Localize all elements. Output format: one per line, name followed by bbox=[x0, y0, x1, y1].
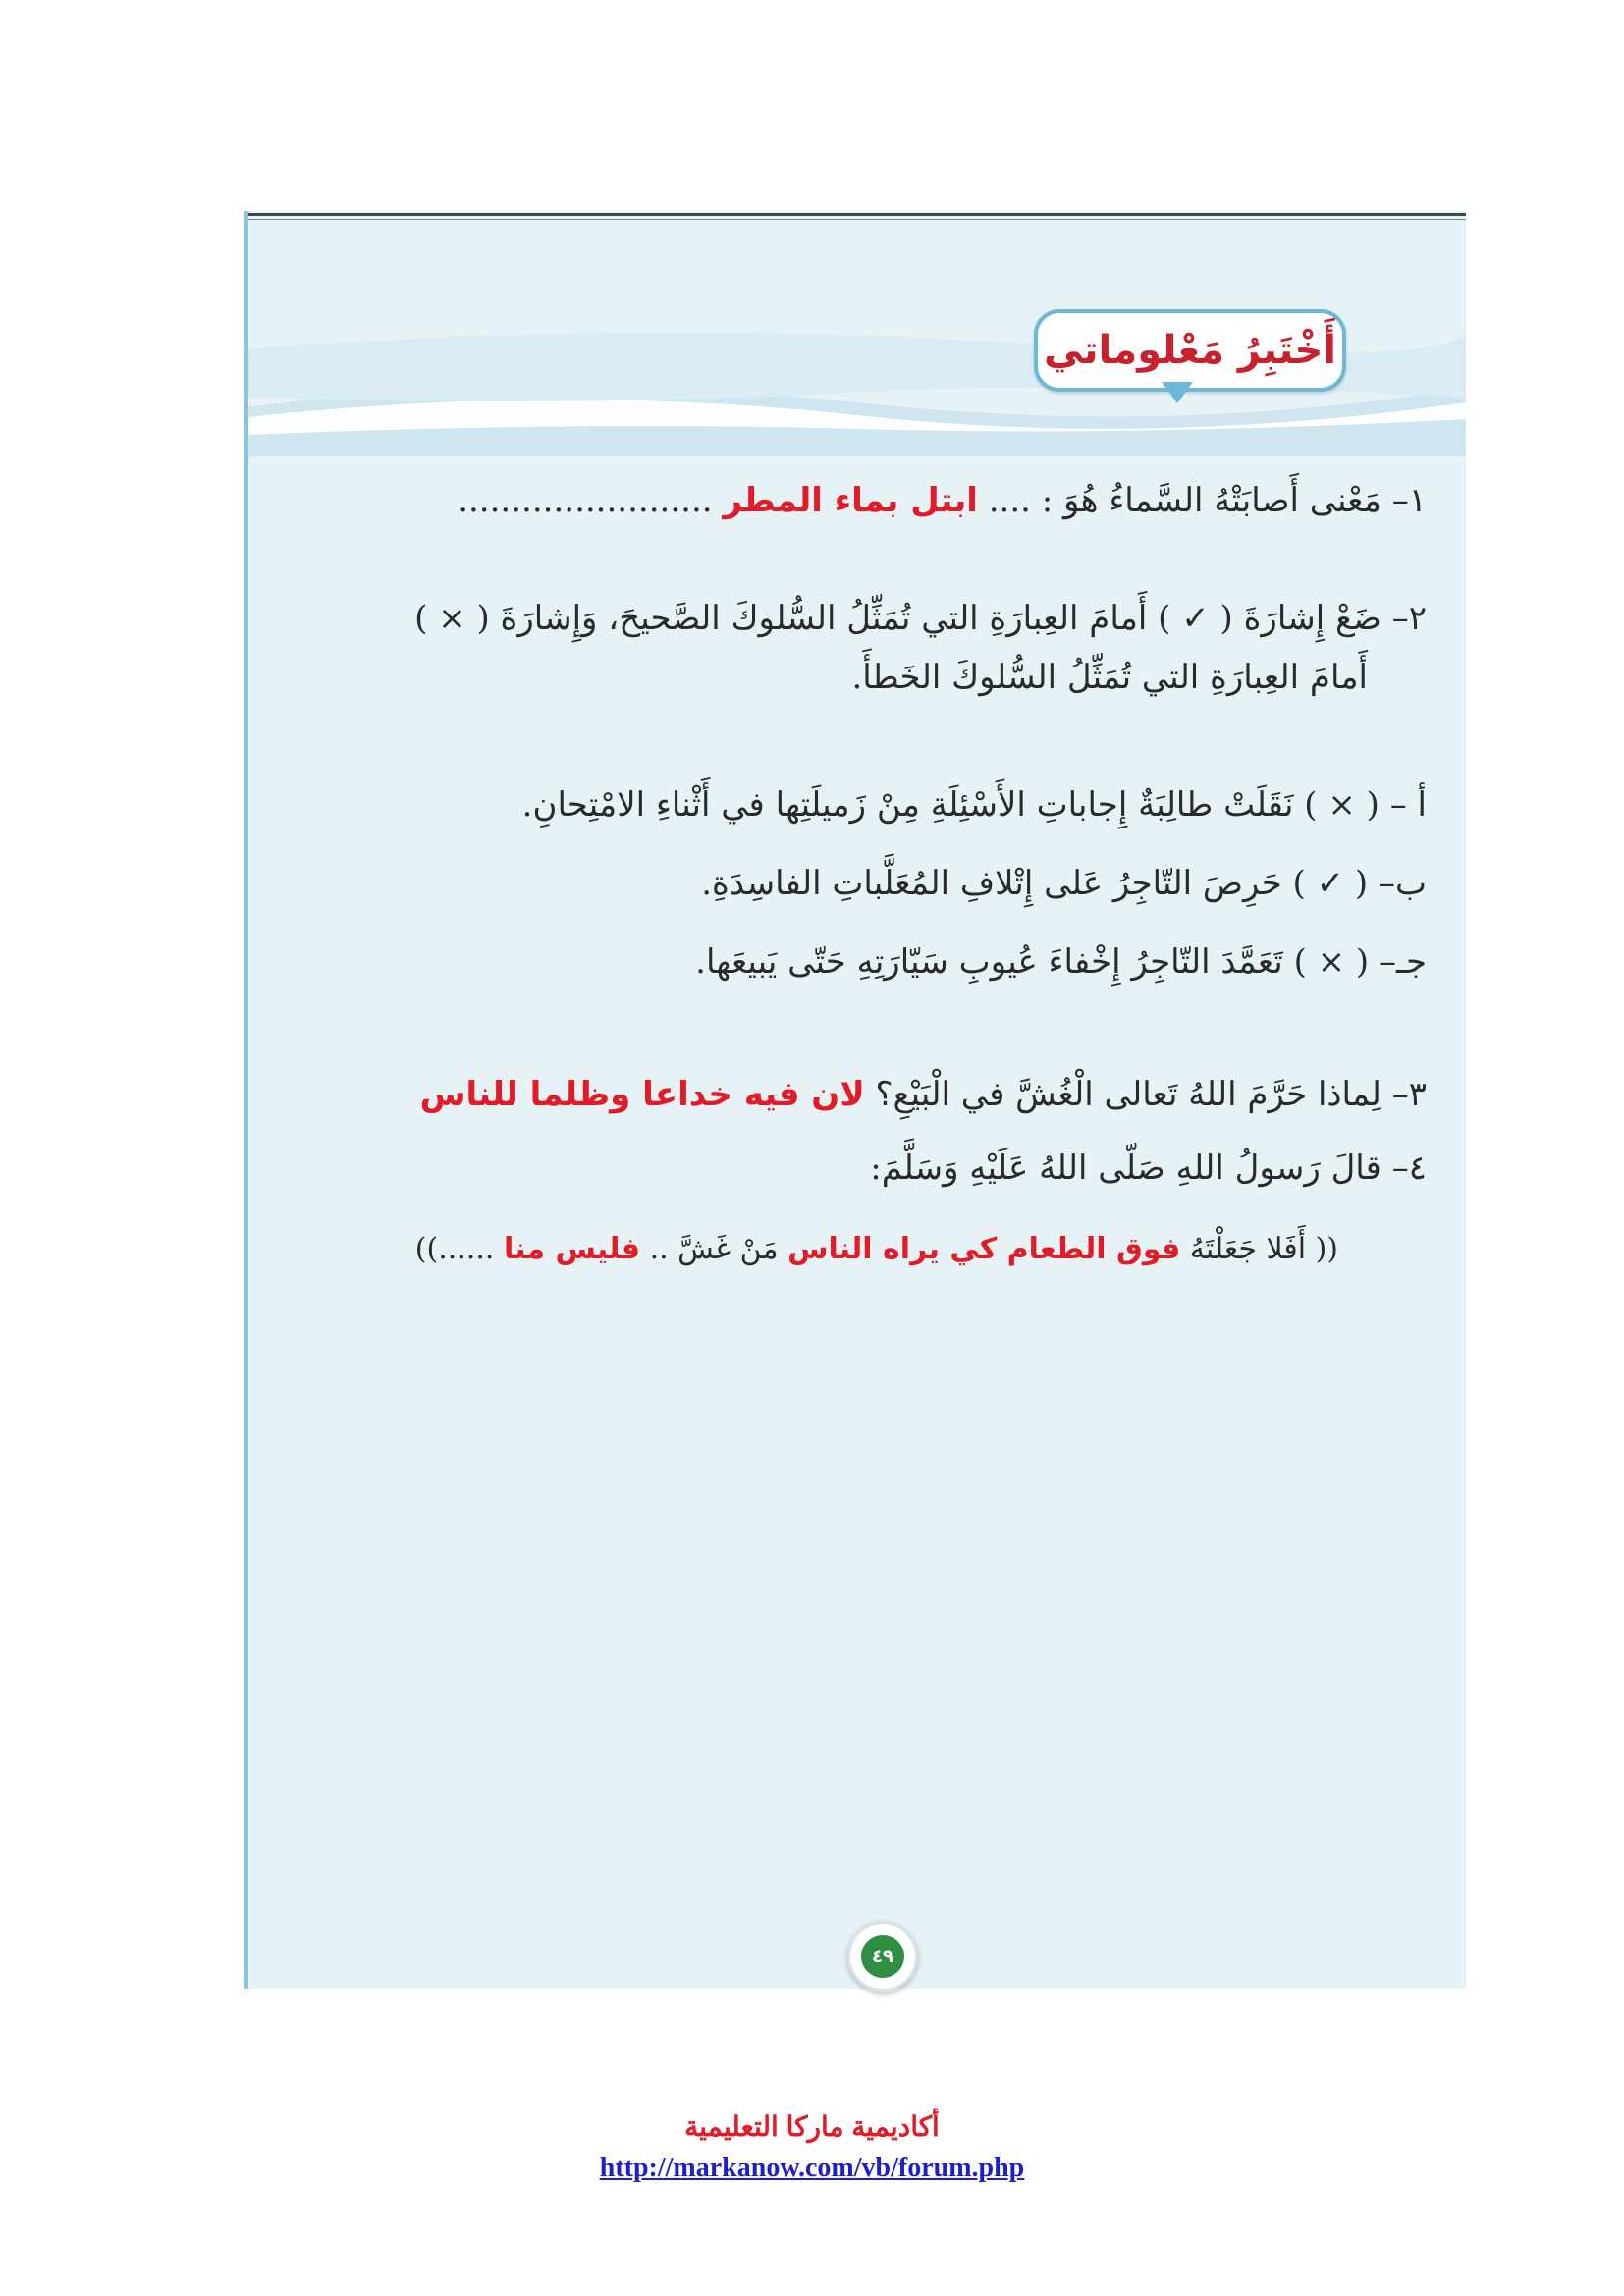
item-c-text: تَعَمَّدَ التّاجِرُ إِخْفاءَ عُيوبِ سَيّارَتِهِ حَتّى يَبيعَها. bbox=[695, 942, 1283, 982]
question-1-answer: ابتل بماء المطر bbox=[723, 481, 978, 520]
item-c-mark: ( × ) bbox=[1293, 942, 1370, 982]
item-c-label: جـ– bbox=[1380, 942, 1427, 982]
item-b-text: حَرِصَ التّاجِرُ عَلى إِتْلافِ المُعَلَّباتِ الفاسِدَةِ. bbox=[701, 864, 1282, 903]
question-1-dots: ........................ bbox=[458, 481, 713, 520]
question-2-instruction-cont: أَمامَ العِبارَةِ التي تُمَثِّلُ السُّلوكَ الخَطأَ. bbox=[851, 658, 1368, 697]
question-2-item-c bbox=[695, 942, 1427, 982]
footer-title: أكاديمية ماركا التعليمية bbox=[684, 2111, 940, 2142]
section-title: أَخْتَبِرُ مَعْلوماتي bbox=[1043, 328, 1337, 373]
question-2-instruction: ضَعْ إِشارَةَ ( ✓ ) أَمامَ العِبارَةِ التي تُمَثِّلُ السُّلوكَ الصَّحيحَ، وَإِشارَةَ ( × ) bbox=[414, 599, 1381, 638]
question-2-line-1 bbox=[414, 599, 1427, 638]
hadith-answer-1: فوق الطعام كي يراه الناس bbox=[787, 1232, 1181, 1266]
question-2-line-2 bbox=[852, 658, 1369, 697]
question-2-item-a bbox=[522, 785, 1427, 825]
question-4 bbox=[870, 1148, 1427, 1188]
question-3-number: ٣– bbox=[1391, 1075, 1427, 1114]
hadith-mid: مَنْ غَشَّ .. bbox=[640, 1232, 779, 1266]
item-a-label: أ – bbox=[1389, 785, 1427, 825]
hadith-answer-2: فليس منا bbox=[503, 1232, 641, 1266]
question-1-number: ١– bbox=[1391, 481, 1427, 520]
question-2-item-b bbox=[701, 864, 1427, 903]
section-title-box bbox=[1034, 309, 1346, 392]
question-3 bbox=[420, 1075, 1427, 1114]
top-border-line bbox=[248, 213, 1466, 216]
question-4-hadith bbox=[415, 1232, 1338, 1266]
item-b-mark: ( ✓ ) bbox=[1292, 864, 1369, 903]
speech-bubble-tail bbox=[1162, 382, 1193, 403]
hadith-close: ......)) bbox=[414, 1232, 495, 1266]
question-1 bbox=[458, 481, 1427, 520]
textbook-page bbox=[244, 211, 1466, 1989]
question-1-text: مَعْنى أَصابَتْهُ السَّماءُ هُوَ : .... bbox=[988, 481, 1381, 520]
footer-link[interactable]: http://markanow.com/vb/forum.php bbox=[599, 2153, 1025, 2183]
question-2-number: ٢– bbox=[1391, 599, 1427, 638]
page-number-badge bbox=[847, 1921, 918, 1992]
question-4-text: قالَ رَسولُ اللهِ صَلّى اللهُ عَلَيْهِ وَسَلَّمَ: bbox=[870, 1148, 1381, 1188]
item-a-text: نَقَلَتْ طالِبَةٌ إِجاباتِ الأَسْئِلَةِ مِنْ زَميلَتِها في أَثْناءِ الامْتِحانِ. bbox=[521, 785, 1294, 825]
page-number: ٤٩ bbox=[861, 1935, 904, 1978]
top-border-thin-line bbox=[248, 219, 1466, 220]
hadith-open: (( أَفَلا جَعَلْتَهُ bbox=[1189, 1232, 1338, 1266]
item-b-label: ب– bbox=[1378, 864, 1427, 903]
item-a-mark: ( × ) bbox=[1304, 785, 1380, 825]
question-4-number: ٤– bbox=[1391, 1148, 1427, 1188]
question-3-answer: لان فيه خداعا وظلما للناس bbox=[419, 1075, 865, 1114]
question-3-text: لِماذا حَرَّمَ اللهُ تَعالى الْغُشَّ في الْبَيْعِ؟ bbox=[875, 1075, 1381, 1114]
